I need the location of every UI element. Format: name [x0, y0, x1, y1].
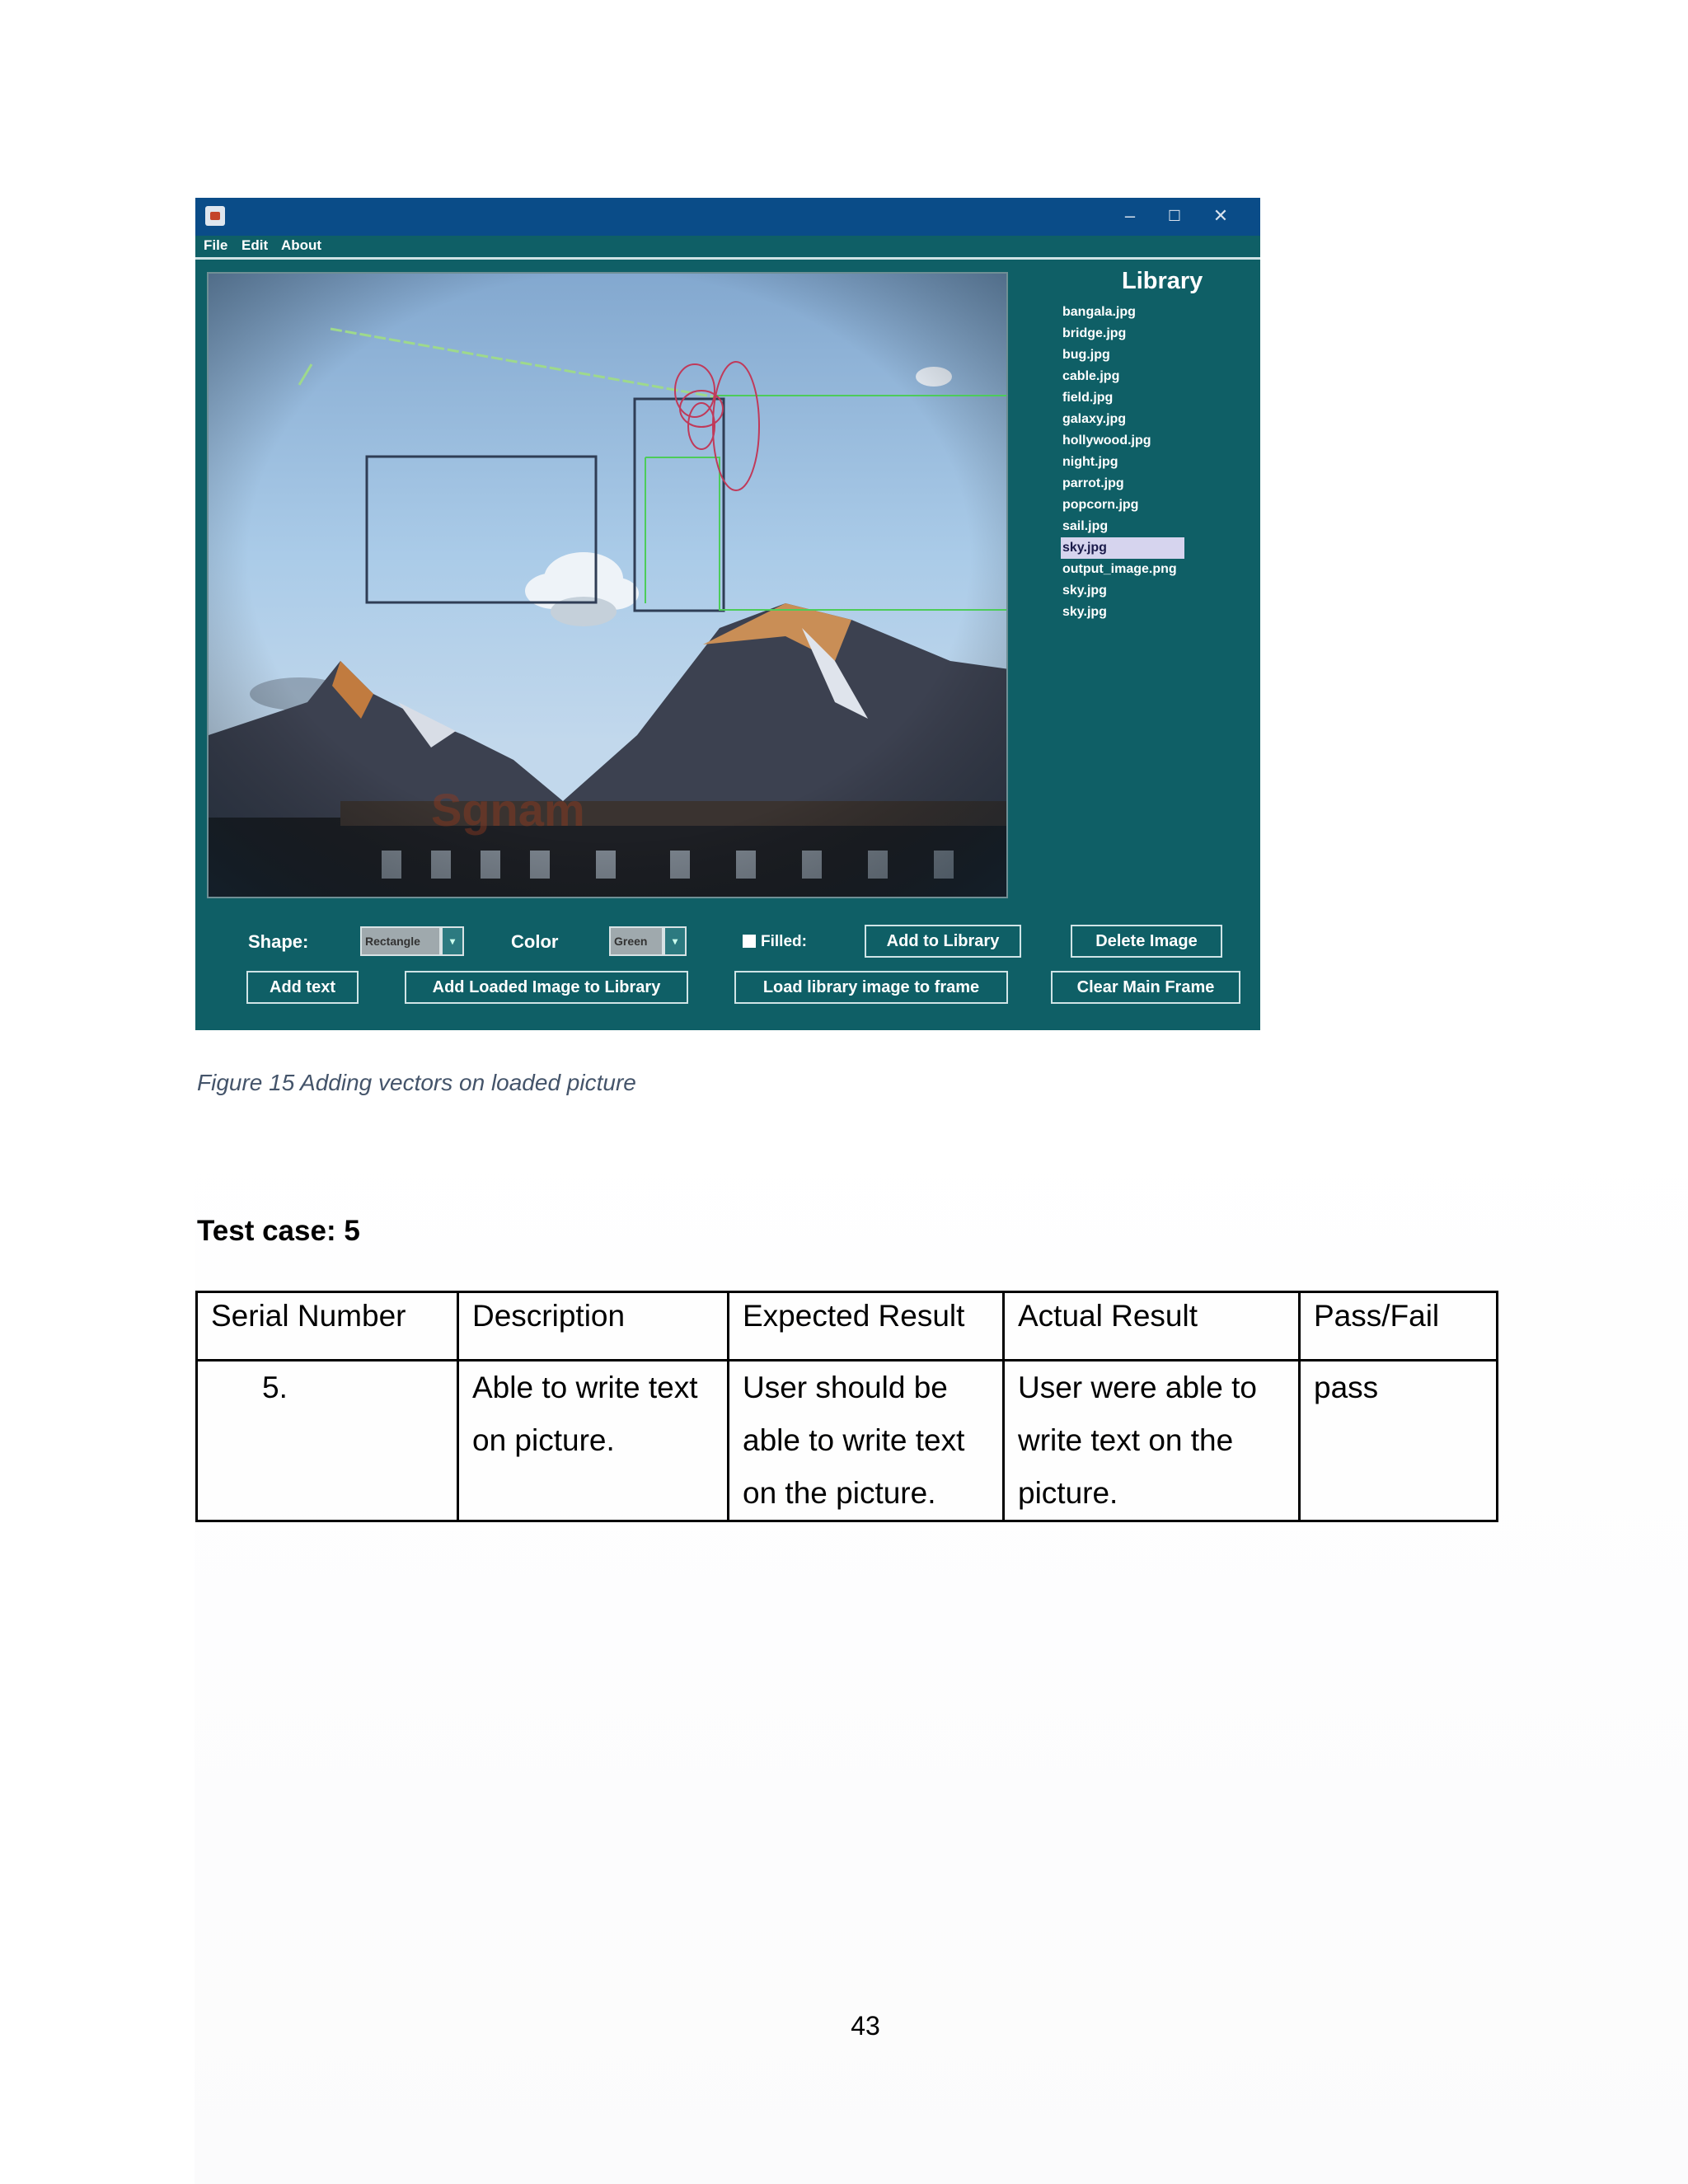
table-header-cell: Pass/Fail	[1300, 1292, 1498, 1361]
filled-checkbox[interactable]	[743, 935, 756, 948]
add-to-library-button[interactable]: Add to Library	[865, 925, 1021, 958]
library-item[interactable]: popcorn.jpg	[1062, 498, 1139, 512]
java-app-icon	[205, 206, 225, 226]
title-bar	[195, 198, 1260, 236]
library-item[interactable]: hollywood.jpg	[1062, 434, 1151, 448]
loaded-picture	[209, 274, 1008, 898]
library-item[interactable]: sky.jpg	[1062, 583, 1107, 598]
library-title: Library	[1122, 268, 1203, 294]
table-header-cell: Description	[458, 1292, 729, 1361]
close-icon[interactable]: ✕	[1212, 205, 1229, 226]
table-header-cell: Actual Result	[1004, 1292, 1300, 1361]
test-case-table	[195, 1291, 1498, 1522]
table-header-cell: Expected Result	[729, 1292, 1004, 1361]
library-item[interactable]: sail.jpg	[1062, 519, 1109, 533]
table-header-row	[197, 1292, 1498, 1361]
library-list[interactable]	[1061, 302, 1184, 623]
page-number: 43	[851, 2011, 880, 2041]
filled-label: Filled:	[761, 933, 807, 950]
page-background	[195, 1104, 1688, 2184]
chevron-down-icon[interactable]: ▾	[441, 926, 464, 956]
test-case-heading: Test case: 5	[197, 1215, 360, 1247]
add-text-button[interactable]: Add text	[246, 971, 359, 1004]
maximize-icon[interactable]: ☐	[1167, 208, 1182, 224]
library-item[interactable]: bangala.jpg	[1062, 305, 1136, 319]
load-library-image-button[interactable]: Load library image to frame	[734, 971, 1008, 1004]
shape-value: Rectangle	[365, 935, 420, 948]
shape-select[interactable]	[360, 926, 456, 956]
library-item[interactable]: bridge.jpg	[1062, 326, 1127, 340]
menu-bar	[195, 236, 1260, 260]
delete-image-button[interactable]: Delete Image	[1071, 925, 1222, 958]
library-item[interactable]: parrot.jpg	[1062, 476, 1124, 490]
library-item-selected[interactable]: sky.jpg	[1061, 537, 1184, 559]
color-label: Color	[511, 931, 559, 952]
table-cell: pass	[1300, 1361, 1498, 1521]
library-item[interactable]: night.jpg	[1062, 455, 1118, 469]
table-row	[197, 1361, 1498, 1521]
menu-edit[interactable]: Edit	[241, 237, 269, 253]
table-cell: Able to write text on picture.	[458, 1361, 729, 1521]
color-select[interactable]	[609, 926, 678, 956]
library-item[interactable]: output_image.png	[1062, 562, 1177, 576]
table-cell: User should be able to write text on the picture.	[729, 1361, 1004, 1521]
library-item[interactable]: bug.jpg	[1062, 348, 1110, 362]
library-item[interactable]: cable.jpg	[1062, 369, 1120, 383]
library-item[interactable]: galaxy.jpg	[1062, 412, 1127, 426]
minimize-icon[interactable]: –	[1124, 205, 1136, 226]
table-cell: User were able to write text on the picture.	[1004, 1361, 1300, 1521]
table-cell: 5.	[197, 1361, 458, 1521]
library-item[interactable]: sky.jpg	[1062, 605, 1107, 619]
main-image-frame[interactable]	[207, 272, 1008, 898]
table-header-cell: Serial Number	[197, 1292, 458, 1361]
color-value: Green	[614, 935, 648, 948]
shape-label: Shape:	[248, 931, 309, 952]
clear-main-frame-button[interactable]: Clear Main Frame	[1051, 971, 1240, 1004]
chevron-down-icon[interactable]: ▾	[663, 926, 687, 956]
menu-about[interactable]: About	[281, 237, 322, 253]
menu-file[interactable]: File	[204, 237, 228, 253]
app-window-screenshot	[195, 198, 1260, 1030]
figure-caption: Figure 15 Adding vectors on loaded picture	[197, 1070, 636, 1095]
library-item[interactable]: field.jpg	[1062, 391, 1114, 405]
add-loaded-image-button[interactable]: Add Loaded Image to Library	[405, 971, 688, 1004]
